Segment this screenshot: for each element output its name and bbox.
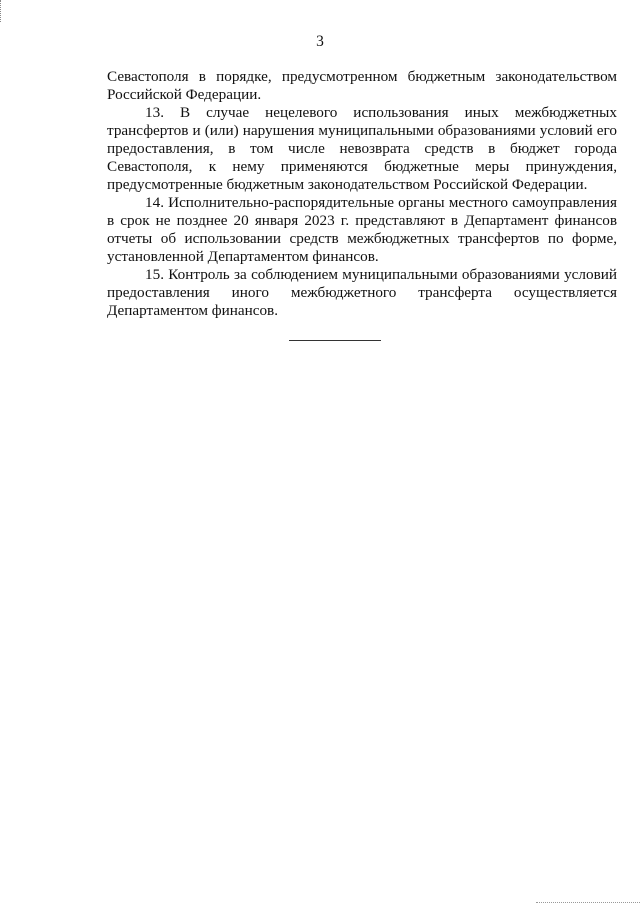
paragraph-14: 14. Исполнительно-распорядительные органы местного самоуправления в срок не позднее 20 января 2023 г. представляют в Департамент финансов отчеты об использовании средств межбюджетных трансфертов по форме, установленной Департаментом финансов. (107, 194, 617, 265)
paragraph-15: 15. Контроль за соблюдением муниципальными образованиями условий предоставления иного межбюджетного трансферта осуществляется Департаментом финансов. (107, 266, 617, 319)
scan-edge-mark-bottom (536, 902, 640, 903)
document-body (107, 68, 617, 320)
paragraph-13: 13. В случае нецелевого использования иных межбюджетных трансфертов и (или) нарушения муниципальными образованиями условий его предоставления, в том числе невозврата средств в бюджет города Севастополя, к нему применяются бюджетные меры принуждения, предусмотренные бюджетным законодательством Российской Федерации. (107, 104, 617, 193)
scan-edge-mark (0, 0, 3, 22)
page-number: 3 (316, 33, 324, 50)
paragraph-continuation: Севастополя в порядке, предусмотренном бюджетным законодательством Российской Федерации. (107, 68, 617, 103)
end-divider-line (289, 340, 381, 341)
